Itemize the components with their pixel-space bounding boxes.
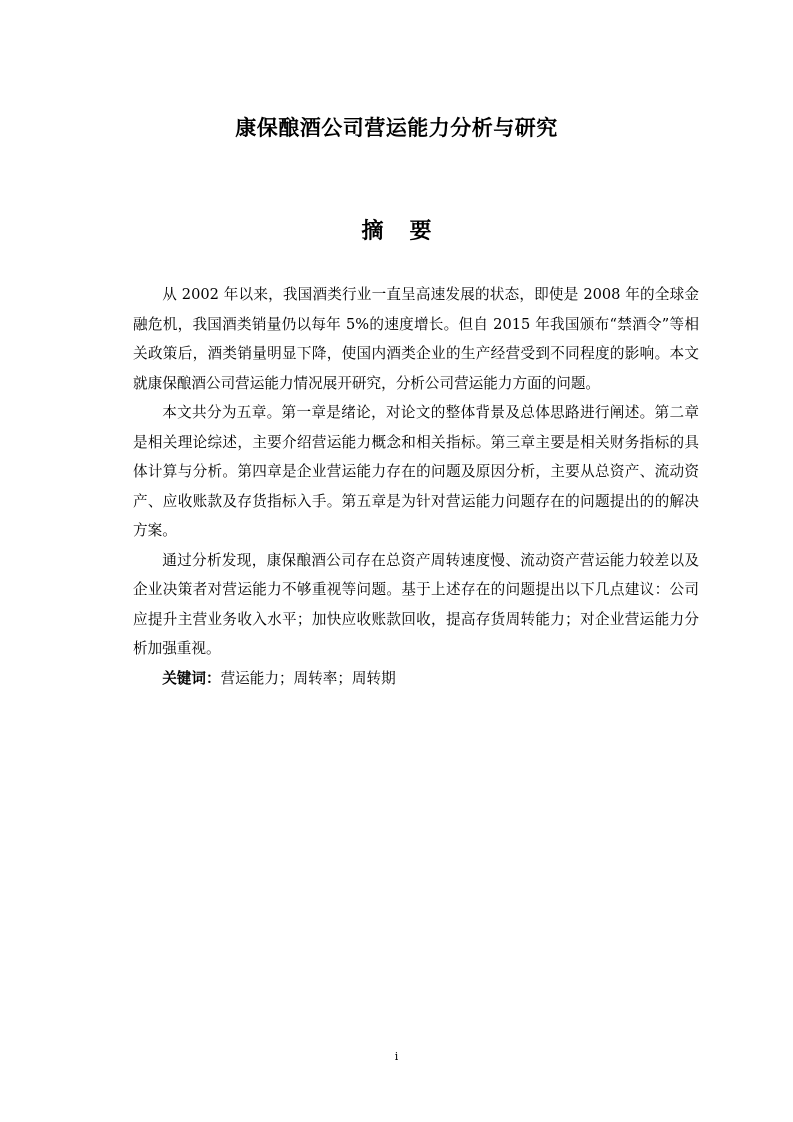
abstract-paragraph-1: 从 2002 年以来，我国酒类行业一直呈高速发展的状态，即使是 2008 年的全球金融危机，我国酒类销量仍以每年 5%的速度增长。但自 2015 年我国颁布“禁酒令”等相关政策后，酒类销量明显下降，使国内酒类企业的生产经营受到不同程度的影响。本文就康保酿酒公司营运能力情况展开研究，分析公司营运能力方面的问题。 xyxy=(133,286,699,392)
keywords-label: 关键词： xyxy=(162,669,221,687)
abstract-paragraph-3: 通过分析发现，康保酿酒公司存在总资产周转速度慢、流动资产营运能力较差以及企业决策者对营运能力不够重视等问题。基于上述存在的问题提出以下几点建议：公司应提升主营业务收入水平；加快应收账款回收，提高存货周转能力；对企业营运能力分析加强重视。 xyxy=(133,551,699,657)
abstract-paragraph-2: 本文共分为五章。第一章是绪论，对论文的整体背景及总体思路进行阐述。第二章是相关理论综述，主要介绍营运能力概念和相关指标。第三章主要是相关财务指标的具体计算与分析。第四章是企业营运能力存在的问题及原因分析，主要从总资产、流动资产、应收账款及存货指标入手。第五章是为针对营运能力问题存在的问题提出的的解决方案。 xyxy=(133,404,699,539)
abstract-heading-char-1: 摘 xyxy=(361,219,384,244)
document-title: 康保酿酒公司营运能力分析与研究 xyxy=(235,116,558,140)
abstract-body xyxy=(133,280,699,693)
page-number: i xyxy=(394,1050,399,1063)
abstract-heading xyxy=(0,214,793,245)
keywords-line xyxy=(133,664,699,694)
keywords-text: 营运能力；周转率；周转期 xyxy=(220,669,396,687)
abstract-heading-char-2: 要 xyxy=(409,219,432,244)
